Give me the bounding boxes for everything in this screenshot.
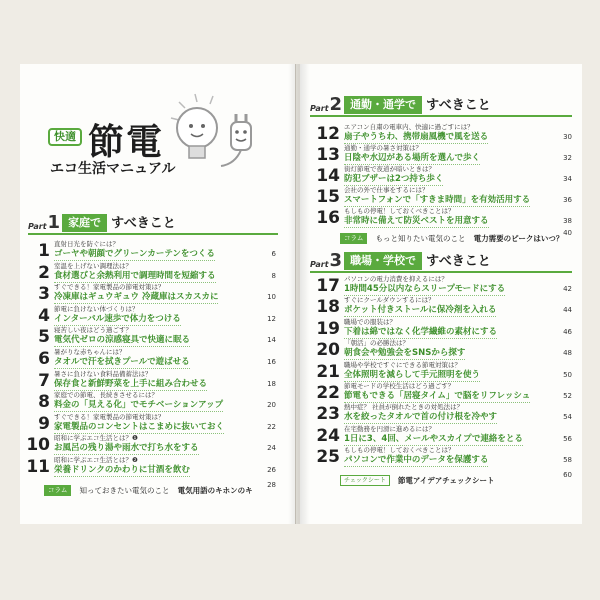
entry-title: 朝食会や勉強会をSNSから探す: [344, 348, 466, 359]
entry-question: すぐできる！家電製品の節電対策は？: [54, 283, 165, 292]
entry-number: 21: [316, 361, 340, 382]
toc-entry[interactable]: [26, 434, 276, 456]
toc-entry[interactable]: [26, 326, 276, 348]
part2-heading: Part 2 通勤・通学で すべきこと: [310, 94, 491, 115]
entry-question: 暑さに負けない食料品備蓄法は？: [54, 369, 152, 378]
entry-question: 節電モードの学校生活はどう過ごす？: [344, 382, 455, 390]
entry-title: 防犯ブザーは2つ持ち歩く: [344, 174, 444, 184]
entry-title: インターバル速歩で体力をつける: [54, 313, 181, 324]
toc-entry[interactable]: [316, 425, 572, 447]
entry-title: 日陰や水辺がある場所を選んで歩く: [344, 153, 481, 163]
toc-entry[interactable]: [26, 413, 276, 435]
entry-page: 50: [563, 370, 572, 379]
entry-title: 全体照明を減らして手元照明を使う: [344, 369, 481, 380]
entry-number: 8: [38, 392, 50, 413]
part3-heading: Part 3 職場・学校で すべきこと: [310, 250, 491, 271]
entry-page: 52: [563, 392, 572, 400]
entry-page: 16: [267, 358, 276, 366]
entry-question: 職場や学校ですぐにできる節電対策は？: [344, 360, 461, 369]
toc-entry[interactable]: [26, 262, 276, 284]
entry-number: 3: [38, 284, 50, 305]
entry-page: 6: [271, 250, 276, 258]
entry-page: 20: [267, 401, 276, 410]
entry-question: 寝苦しい夜はどう過ごす？: [54, 326, 132, 335]
entry-page: 54: [563, 413, 572, 422]
lightbulb-plug-illustration: [165, 92, 270, 172]
entry-number: 23: [316, 404, 340, 425]
entry-title: 料金の「見える化」でモチベーションアップ: [54, 400, 224, 411]
entry-title: お風呂の残り湯や雨水で打ち水をする: [54, 443, 199, 454]
entry-title: 水を絞ったタオルで首の付け根を冷やす: [344, 412, 498, 423]
entry-number: 20: [316, 340, 340, 361]
toc-entry[interactable]: [26, 283, 276, 305]
entry-question: 家庭での節電、長続きさせるには？: [54, 391, 158, 400]
entry-title: 非常時に備えて防災ベストを用意する: [344, 216, 489, 226]
entry-title: 家電製品のコンセントはこまめに抜いておく: [54, 421, 225, 432]
entry-number: 12: [316, 124, 340, 144]
entry-question: 通勤・通学の暑さ対策は？: [344, 144, 422, 152]
entry-question: 熱中症？ 社員が倒れたときの対処法は？: [344, 403, 464, 412]
entry-title: ポケット付きストールに保冷剤を入れる: [344, 305, 497, 316]
entry-number: 2: [38, 262, 50, 283]
part2-rule: [310, 115, 572, 117]
entry-number: 5: [38, 327, 50, 348]
entry-title: タオルで汗を拭きプールで遊ばせる: [54, 357, 190, 367]
entry-number: 22: [316, 383, 340, 403]
entry-page: 32: [563, 154, 572, 162]
part3-checksheet[interactable]: チェックシート 節電アイデアチェックシート 60: [340, 470, 572, 482]
entry-page: 56: [563, 434, 572, 443]
title-tag: 快適: [48, 128, 82, 146]
entry-page: 58: [563, 456, 572, 465]
toc-entry[interactable]: [316, 318, 572, 340]
entry-number: 14: [316, 166, 340, 186]
entry-number: 16: [316, 208, 340, 228]
entry-question: もしもの停電！しておくべきことは？: [344, 446, 455, 455]
entry-page: 10: [267, 293, 276, 302]
entry-number: 15: [316, 187, 340, 207]
entry-page: 26: [267, 466, 276, 474]
part3-rule: [310, 271, 572, 273]
entry-title: 栄養ドリンクのかわりに甘酒を飲む: [54, 465, 190, 475]
entry-question: すぐにクールダウンするには？: [344, 296, 435, 305]
entry-question: 節電に負けない体づくりは？: [54, 304, 139, 313]
entry-number: 9: [38, 413, 50, 434]
entry-page: 22: [267, 422, 276, 431]
toc-entry[interactable]: [316, 382, 572, 404]
entry-number: 13: [316, 145, 340, 165]
entry-page: 30: [563, 133, 572, 141]
entry-page: 14: [267, 336, 276, 345]
toc-entry[interactable]: [26, 391, 276, 413]
toc-entry[interactable]: [316, 446, 572, 468]
toc-entry[interactable]: [316, 144, 572, 166]
entry-title: 1時間45分以内ならスリープモードにする: [344, 284, 506, 294]
entry-title: パソコンで作業中のデータを保護する: [344, 455, 489, 466]
toc-entry[interactable]: [26, 240, 276, 262]
entry-page: 46: [563, 327, 572, 336]
toc-entry[interactable]: [26, 370, 276, 392]
entry-page: 44: [563, 306, 572, 315]
toc-entry[interactable]: [316, 123, 572, 145]
entry-title: 電気代ゼロの涼感寝具で快適に眠る: [54, 335, 191, 346]
entry-number: 10: [26, 435, 50, 456]
entry-question: エアコン自粛の電車内、快適に過ごすには？: [344, 123, 474, 131]
entry-question: 会社の外で仕事をするには？: [344, 186, 429, 194]
entry-page: 24: [267, 444, 276, 453]
entry-page: 48: [563, 349, 572, 358]
entry-title: 1日に3、4回、メールやスカイプで連絡をとる: [344, 433, 523, 444]
toc-entry[interactable]: [316, 165, 572, 187]
entry-question: 昭和に学ぶエコ生活とは？❷: [54, 456, 138, 464]
book-gutter: [288, 64, 310, 524]
title-main: 節電: [88, 121, 165, 163]
toc-entry[interactable]: [26, 456, 276, 478]
entry-title: 食材選びと余熱利用で調理時間を短縮する: [54, 270, 216, 281]
entry-title: ゴーヤや朝顔でグリーンカーテンをつくる: [54, 249, 215, 259]
entry-question: もしもの停電！しておくべきことは？: [344, 207, 455, 215]
toc-entry[interactable]: [316, 186, 572, 208]
entry-title: 下着は綿ではなく化学繊維の素材にする: [344, 326, 498, 337]
entry-page: 12: [267, 314, 276, 323]
entry-number: 11: [26, 457, 50, 477]
entry-number: 6: [38, 349, 50, 369]
toc-entry[interactable]: [316, 296, 572, 318]
entry-page: 36: [563, 196, 572, 204]
entry-title: 節電もできる「居寝タイム」で脳をリフレッシュ: [344, 391, 531, 401]
entry-page: 42: [563, 285, 572, 293]
entry-page: 34: [563, 175, 572, 183]
title-subtitle: エコ生活マニュアル: [50, 161, 176, 177]
entry-question: 暑がりな赤ちゃんには？: [54, 348, 126, 356]
entry-number: 24: [316, 425, 340, 446]
part1-column[interactable]: コラム 知っておきたい電気のこと 電気用語のキホンのキ 28: [44, 480, 276, 492]
entry-question: 在宅勤務を円滑に進めるには？: [344, 424, 435, 433]
entry-question: パソコンの電力消費を抑えるには？: [344, 275, 448, 283]
entry-number: 7: [38, 370, 50, 391]
entry-number: 1: [38, 241, 50, 261]
entry-question: 直射日光を防ぐには？: [54, 240, 119, 248]
entry-number: 19: [316, 318, 340, 339]
toc-entry[interactable]: [316, 403, 572, 425]
toc-entry[interactable]: [316, 275, 572, 297]
toc-entry[interactable]: [26, 348, 276, 370]
toc-entry[interactable]: [316, 361, 572, 383]
entry-number: 25: [316, 447, 340, 468]
entry-question: 室温を上げない調理法は？: [54, 261, 132, 270]
entry-page: 38: [563, 217, 572, 225]
entry-title: 扇子やうちわ、携帯扇風機で風を送る: [344, 132, 489, 142]
entry-title: 冷凍庫はギュウギュウ 冷蔵庫はスカスカに: [54, 292, 219, 303]
entry-number: 4: [38, 305, 50, 326]
toc-entry[interactable]: [26, 305, 276, 327]
part2-column[interactable]: コラム もっと知りたい電気のこと 電力需要のピークはいつ？ 40: [340, 228, 572, 240]
part1-heading: Part 1 家庭で すべきこと: [28, 212, 176, 233]
entry-title: 保存食と新鮮野菜を上手に組み合わせる: [54, 378, 208, 389]
toc-entry[interactable]: [316, 339, 572, 361]
entry-number: 17: [316, 276, 340, 296]
entry-number: 18: [316, 297, 340, 318]
part1-rule: [28, 233, 278, 235]
entry-page: 18: [267, 379, 276, 388]
entry-page: 8: [271, 271, 276, 280]
entry-question: すぐできる！家電製品の節電対策は？: [54, 412, 165, 421]
entry-question: 職場での服装は？: [344, 317, 396, 326]
entry-question: 「朝活」の必勝法は？: [344, 339, 409, 348]
entry-title: スマートフォンで「すきま時間」を有効活用する: [344, 195, 531, 205]
toc-entry[interactable]: [316, 207, 572, 229]
entry-question: 街灯節電で夜道が暗いときは？: [344, 165, 435, 173]
entry-question: 昭和に学ぶエコ生活とは？❶: [54, 434, 138, 443]
